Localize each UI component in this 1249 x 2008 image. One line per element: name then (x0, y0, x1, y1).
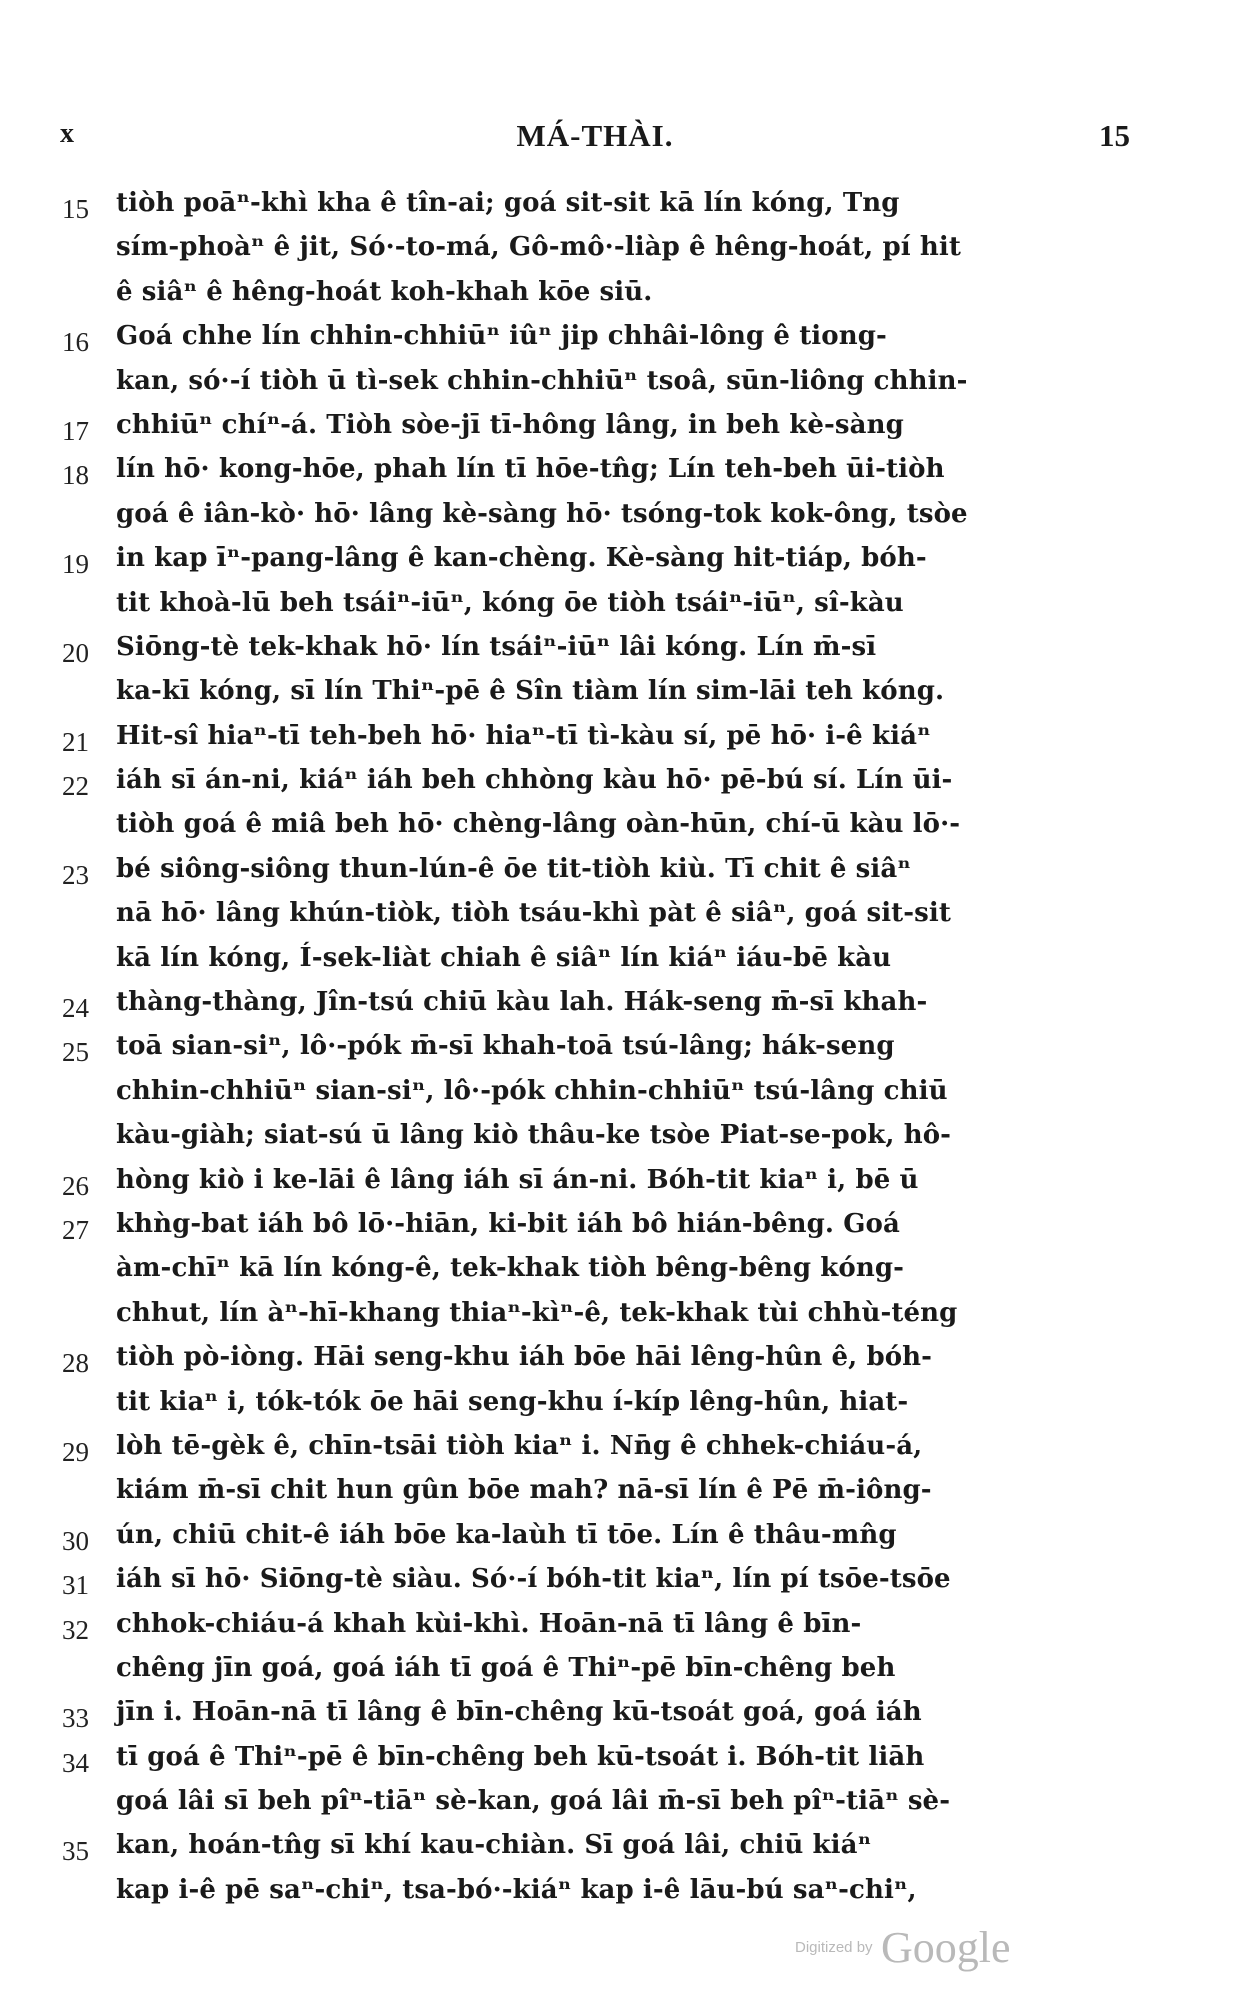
text-line (62, 1609, 1142, 1653)
line-text: chêng jīn goá, goá iáh tī goá ê Thiⁿ-pē bīn-chêng beh (116, 1652, 896, 1683)
text-line (62, 676, 1142, 720)
line-text: sím-phoàⁿ ê jit, Só·-to-má, Gô-mô·-liàp ê hêng-hoát, pí hit (116, 232, 961, 263)
line-text: toā sian-siⁿ, lô·-pók m̄-sī khah-toā tsú-lâng; hák-seng (116, 1031, 895, 1062)
text-line (62, 588, 1142, 632)
text-line (62, 543, 1142, 587)
verse-number: 30 (62, 1525, 89, 1556)
text-line (62, 1387, 1142, 1431)
line-text: ê siâⁿ ê hêng-hoát koh-khah kōe siū. (116, 276, 653, 307)
text-line (62, 1076, 1142, 1120)
text-line (62, 898, 1142, 942)
line-text: Hit-sî hiaⁿ-tī teh-beh hō· hiaⁿ-tī tì-kàu sí, pē hō· i-ê kiáⁿ (116, 720, 931, 751)
text-line (62, 1031, 1142, 1075)
text-line (62, 1564, 1142, 1608)
text-line (62, 1875, 1142, 1919)
line-text: iáh sī hō· Siōng-tè siàu. Só·-í bóh-tit kiaⁿ, lín pí tsōe-tsōe (116, 1564, 951, 1595)
line-text: ún, chiū chit-ê iáh bōe ka-laùh tī tōe. Lín ê thâu-mn̂g (116, 1519, 897, 1550)
text-line (62, 1120, 1142, 1164)
text-line (62, 1786, 1142, 1830)
line-text: Siōng-tè tek-khak hō· lín tsáiⁿ-iūⁿ lâi kóng. Lín m̄-sī (116, 631, 877, 662)
text-line (62, 1697, 1142, 1741)
text-line (62, 1475, 1142, 1519)
text-line (62, 1742, 1142, 1786)
text-line (62, 454, 1142, 498)
watermark-prefix: Digitized by (795, 1939, 873, 1956)
page-title: MÁ-THÀI. (516, 118, 674, 153)
verse-number: 34 (62, 1747, 89, 1778)
line-text: chhut, lín àⁿ-hī-khang thiaⁿ-kìⁿ-ê, tek-khak tùi chhù-téng (116, 1297, 958, 1328)
line-text: ka-kī kóng, sī lín Thiⁿ-pē ê Sîn tiàm lín sim-lāi teh kóng. (116, 676, 945, 707)
line-text: tit khoà-lū beh tsáiⁿ-iūⁿ, kóng ōe tiòh tsáiⁿ-iūⁿ, sî-kàu (116, 587, 904, 618)
text-line (62, 321, 1142, 365)
text-line (62, 499, 1142, 543)
line-text: tī goá ê Thiⁿ-pē ê bīn-chêng beh kū-tsoát i. Bóh-tit liāh (116, 1741, 925, 1772)
line-text: goá ê iân-kò· hō· lâng kè-sàng hō· tsóng-tok kok-ông, tsòe (116, 498, 968, 529)
scripture-text (62, 188, 1142, 1919)
text-line (62, 1209, 1142, 1253)
line-text: kan, hoán-tn̂g sī khí kau-chiàn. Sī goá lâi, chiū kiáⁿ (116, 1830, 872, 1861)
line-text: kàu-giàh; siat-sú ū lâng kiò thâu-ke tsòe Piat-se-pok, hô- (116, 1120, 952, 1151)
line-text: lín hō· kong-hōe, phah lín tī hōe-tn̂g; Lín teh-beh ūi-tiòh (116, 454, 945, 485)
text-line (62, 721, 1142, 765)
text-line (62, 188, 1142, 232)
google-logo: Google (881, 1923, 1011, 1972)
text-line (62, 943, 1142, 987)
signature-mark: x (60, 118, 74, 149)
verse-number: 22 (62, 771, 89, 802)
text-line (62, 987, 1142, 1031)
text-line (62, 765, 1142, 809)
line-text: àm-chīⁿ kā lín kóng-ê, tek-khak tiòh bêng-bêng kóng- (116, 1253, 905, 1284)
line-text: nā hō· lâng khún-tiòk, tiòh tsáu-khì pàt ê siâⁿ, goá sit-sit (116, 898, 951, 929)
verse-number: 29 (62, 1436, 89, 1467)
verse-number: 15 (62, 194, 89, 224)
line-text: kā lín kóng, Í-sek-liàt chiah ê siâⁿ lín kiáⁿ iáu-bē kàu (116, 942, 892, 973)
text-line (62, 809, 1142, 853)
page-number: 15 (1099, 118, 1130, 153)
verse-number: 31 (62, 1570, 89, 1601)
text-line (62, 1520, 1142, 1564)
line-text: tiòh goá ê miâ beh hō· chèng-lâng oàn-hūn, chí-ū kàu lō·- (116, 809, 961, 840)
verse-number: 35 (62, 1836, 89, 1867)
line-text: tit kiaⁿ i, tók-tók ōe hāi seng-khu í-kíp lêng-hûn, hiat- (116, 1386, 909, 1417)
verse-number: 28 (62, 1348, 89, 1379)
line-text: in kap īⁿ-pang-lâng ê kan-chèng. Kè-sàng hit-tiáp, bóh- (116, 543, 927, 574)
line-text: khǹg-bat iáh bô lō·-hiān, ki-bit iáh bô hián-bêng. Goá (116, 1208, 900, 1239)
verse-number: 24 (62, 993, 89, 1024)
line-text: kiám m̄-sī chit hun gûn bōe mah? nā-sī lín ê Pē m̄-iông- (116, 1475, 932, 1506)
line-text: bé siông-siông thun-lún-ê ōe tit-tiòh kiù. Tī chit ê siâⁿ (116, 853, 911, 884)
text-line (62, 232, 1142, 276)
verse-number: 27 (62, 1214, 89, 1245)
line-text: lòh tē-gèk ê, chīn-tsāi tiòh kiaⁿ i. Nn̄g ê chhek-chiáu-á, (116, 1430, 923, 1461)
verse-number: 23 (62, 859, 89, 890)
line-text: iáh sī án-ni, kiáⁿ iáh beh chhòng kàu hō· pē-bú sí. Lín ūi- (116, 765, 953, 796)
verse-number: 26 (62, 1170, 89, 1201)
verse-number: 20 (62, 637, 89, 668)
line-text: kap i-ê pē saⁿ-chiⁿ, tsa-bó·-kiáⁿ kap i-ê lāu-bú saⁿ-chiⁿ, (116, 1874, 917, 1905)
verse-number: 17 (62, 415, 89, 446)
line-text: tiòh pò-iòng. Hāi seng-khu iáh bōe hāi lêng-hûn ê, bóh- (116, 1342, 933, 1373)
line-text: thàng-thàng, Jîn-tsú chiū kàu lah. Hák-seng m̄-sī khah- (116, 987, 928, 1018)
verse-number: 21 (62, 726, 89, 757)
verse-number: 19 (62, 549, 89, 580)
line-text: chhiūⁿ chíⁿ-á. Tiòh sòe-jī tī-hông lâng, in beh kè-sàng (116, 409, 904, 440)
digitization-watermark (795, 1922, 1011, 1973)
text-line (62, 1653, 1142, 1697)
text-line (62, 854, 1142, 898)
verse-number: 16 (62, 327, 89, 358)
line-text: chhin-chhiūⁿ sian-siⁿ, lô·-pók chhin-chhiūⁿ tsú-lâng chiū (116, 1075, 948, 1106)
running-header (60, 118, 1130, 158)
verse-number: 33 (62, 1703, 89, 1734)
verse-number: 18 (62, 460, 89, 491)
text-line (62, 1298, 1142, 1342)
text-line (62, 1342, 1142, 1386)
text-line (62, 632, 1142, 676)
line-text: goá lâi sī beh pîⁿ-tiāⁿ sè-kan, goá lâi m̄-sī beh pîⁿ-tiāⁿ sè- (116, 1786, 951, 1817)
line-text: chhok-chiáu-á khah kùi-khì. Hoān-nā tī lâng ê bīn- (116, 1608, 862, 1639)
line-text: hòng kiò i ke-lāi ê lâng iáh sī án-ni. Bóh-tit kiaⁿ i, bē ū (116, 1164, 919, 1195)
verse-number: 25 (62, 1037, 89, 1068)
line-text: tiòh poāⁿ-khì kha ê tîn-ai; goá sit-sit kā lín kóng, Tng (116, 188, 900, 218)
line-text: Goá chhe lín chhin-chhiūⁿ iûⁿ jip chhâi-lông ê tiong- (116, 321, 887, 352)
text-line (62, 1431, 1142, 1475)
text-line (62, 277, 1142, 321)
text-line (62, 410, 1142, 454)
text-line (62, 1253, 1142, 1297)
line-text: kan, só·-í tiòh ū tì-sek chhin-chhiūⁿ tsoâ, sūn-liông chhin- (116, 365, 968, 396)
text-line (62, 1830, 1142, 1874)
text-line (62, 366, 1142, 410)
verse-number: 32 (62, 1614, 89, 1645)
text-line (62, 1165, 1142, 1209)
line-text: jīn i. Hoān-nā tī lâng ê bīn-chêng kū-tsoát goá, goá iáh (116, 1697, 922, 1728)
